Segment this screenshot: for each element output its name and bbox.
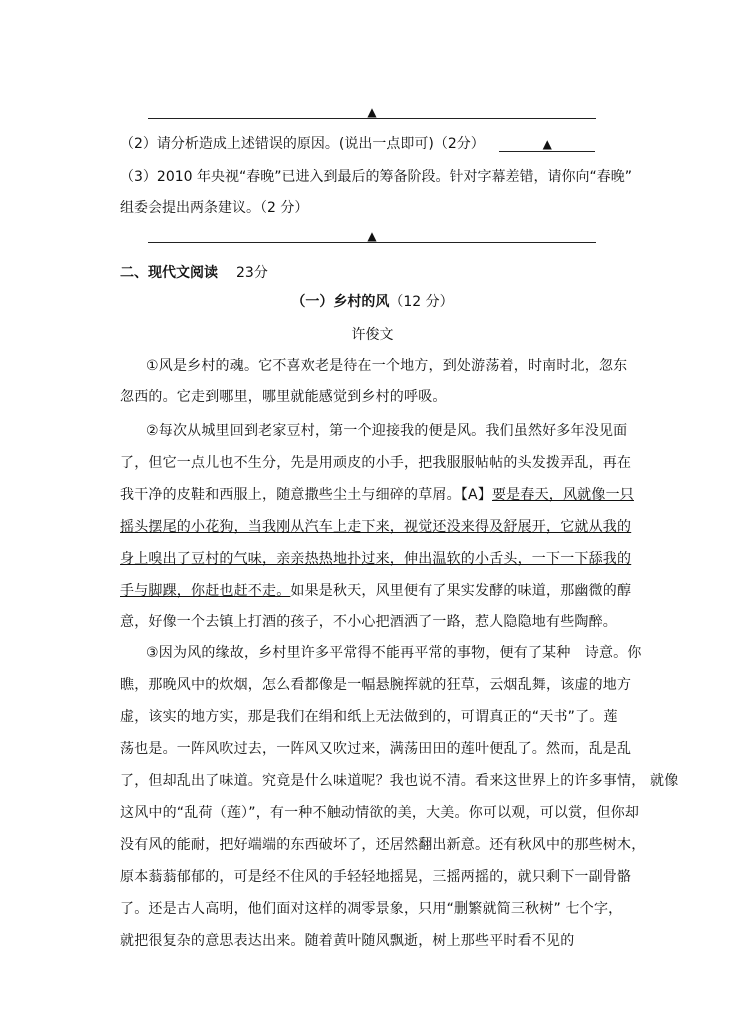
paragraph-line: ②每次从城里回到老家豆村，第一个迎接我的便是风。我们虽然好多年没见面 xyxy=(146,423,628,439)
article-title xyxy=(0,291,745,311)
question-2 xyxy=(120,133,595,153)
answer-marker: ▲ xyxy=(367,105,377,119)
answer-line-q1[interactable] xyxy=(148,100,596,119)
paragraph-line: 原本蓊蓊郁郁的，可是经不住风的手轻轻地摇晃，三摇两摇的，就只剩下一副骨骼 xyxy=(120,869,632,885)
article-author: 许俊文 xyxy=(351,327,394,343)
paragraph-line: ③因为风的缘故，乡村里许多平常得不能再平常的事物，便有了某种 诗意。你 xyxy=(146,645,642,661)
question-3-line-2: 组委会提出两条建议。（2 分） xyxy=(120,200,309,216)
line-text: 如果是秋天，风里便有了果实发酵的味道，那幽微的醇 xyxy=(290,583,632,599)
paragraph-line: 荡也是。一阵风吹过去，一阵风又吹过来，满荡田田的莲叶便乱了。然而，乱是乱 xyxy=(120,741,632,757)
answer-line-q3[interactable] xyxy=(148,224,596,243)
underlined-passage-a: 手与脚踝，你赶也赶不走。 xyxy=(120,583,291,599)
paragraph-line: 忽西的。它走到哪里，哪里就能感觉到乡村的呼吸。 xyxy=(120,389,447,405)
paragraph-line: 意，好像一个去镇上打酒的孩子，不小心把酒洒了一路，惹人隐隐地有些陶醉。 xyxy=(120,614,617,630)
paragraph-line: 没有风的能耐，把好端端的东西破坏了，还居然翻出新意。还有秋风中的那些树木， xyxy=(120,837,646,853)
question-3-line-1: （3）2010 年央视“春晚”已进入到最后的筹备阶段。针对字幕差错，请你向“春晚” xyxy=(120,169,632,185)
paragraph-line xyxy=(120,580,631,600)
paragraph-line: 这风中的“乱荷（莲）”，有一种不触动情欲的美，大美。你可以观，可以赏，但你却 xyxy=(120,805,640,821)
answer-marker: ▲ xyxy=(542,137,552,151)
paragraph-line: 虚，该实的地方实，那是我们在绢和纸上无法做到的，可谓真正的“天书”了。莲 xyxy=(120,709,618,725)
underlined-passage-a: 身上嗅出了豆村的气味，亲亲热热地扑过来，伸出温软的小舌头，一下一下舔我的 xyxy=(120,551,632,567)
answer-blank-q2[interactable] xyxy=(499,137,595,152)
section-title: 二、现代文阅读 xyxy=(120,265,218,281)
section-points: 23分 xyxy=(236,265,268,281)
paragraph-line: 就把很复杂的意思表达出来。随着黄叶随风飘逝，树上那些平时看不见的 xyxy=(120,933,575,949)
article-title-points: （12 分） xyxy=(389,294,454,310)
paragraph-line: 瞧，那晚风中的炊烟，怎么看都像是一幅悬腕挥就的狂草，云烟乱舞，该虚的地方 xyxy=(120,677,632,693)
paragraph-line: ①风是乡村的魂。它不喜欢老是待在一个地方，到处游荡着，时南时北，忽东 xyxy=(146,358,628,374)
paragraph-line: 了，但它一点儿也不生分，先是用顽皮的小手，把我服服帖帖的头发拨弄乱，再在 xyxy=(120,455,632,471)
underlined-passage-a: 摇头摆尾的小花狗，当我刚从汽车上走下来，视觉还没来得及舒展开，它就从我的 xyxy=(120,519,632,535)
underlined-passage-a: 要是春天，风就像一只 xyxy=(491,487,634,503)
paragraph-line: 了。还是古人高明，他们面对这样的凋零景象，只用“删繁就简三秋树” 七个字， xyxy=(120,901,623,917)
paragraph-line xyxy=(120,484,634,504)
question-2-text: （2）请分析造成上述错误的原因。(说出一点即可)（2分） xyxy=(120,136,485,152)
paragraph-line: 了，但却乱出了味道。究竟是什么味道呢？我也说不清。看来这世界上的许多事情， 就像 xyxy=(120,773,679,789)
section-heading xyxy=(120,262,268,282)
article-title-text: （一）乡村的风 xyxy=(291,294,390,310)
answer-marker: ▲ xyxy=(367,229,377,243)
line-text: 我干净的皮鞋和西服上，随意撒些尘土与细碎的草屑。【A】 xyxy=(120,487,492,503)
